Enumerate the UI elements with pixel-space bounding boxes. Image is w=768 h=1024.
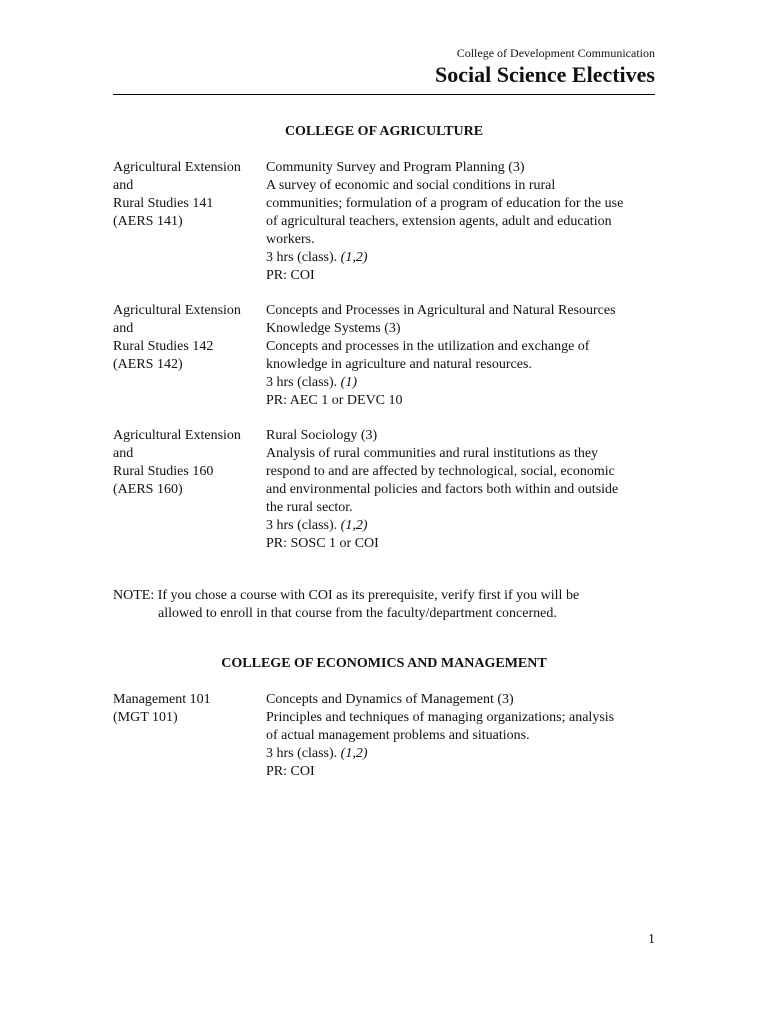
desc-line: the rural sector. (266, 500, 353, 515)
course-prereq: PR: AEC 1 or DEVC 10 (266, 393, 403, 408)
hours-text: 3 hrs (class). (266, 375, 338, 390)
course-code (113, 427, 266, 553)
desc-line: and environmental policies and factors both within and outside (266, 482, 619, 497)
code-line: (MGT 101) (113, 710, 178, 725)
desc-line: Analysis of rural communities and rural institutions as they (266, 446, 599, 461)
course-detail (266, 159, 655, 285)
desc-line: of agricultural teachers, extension agents, adult and education (266, 214, 612, 229)
desc-line: A survey of economic and social conditions in rural (266, 178, 556, 193)
course-title: Community Survey and Program Planning (3) (266, 160, 525, 175)
desc-line: of actual management problems and situations. (266, 728, 530, 743)
course-prereq: PR: SOSC 1 or COI (266, 536, 379, 551)
course-detail (266, 427, 655, 553)
code-line: Rural Studies 141 (113, 196, 214, 211)
course-title: Rural Sociology (3) (266, 428, 378, 443)
semester-offered: (1,2) (340, 746, 368, 761)
desc-line: knowledge in agriculture and natural resources. (266, 357, 532, 372)
course-hours (266, 249, 655, 267)
page-number: 1 (648, 932, 655, 947)
course-prereq: PR: COI (266, 764, 315, 779)
course-description (266, 445, 655, 517)
course-description (266, 177, 655, 249)
hours-text: 3 hrs (class). (266, 250, 338, 265)
title-line: Concepts and Processes in Agricultural and Natural Resources (266, 303, 616, 318)
code-line: Rural Studies 142 (113, 339, 214, 354)
header-college: College of Development Communication (456, 46, 655, 60)
header-rule (113, 94, 655, 95)
course-code (113, 691, 266, 781)
code-line: Agricultural Extension (113, 160, 241, 175)
semester-offered: (1,2) (340, 250, 368, 265)
course-hours (266, 745, 655, 763)
desc-line: communities; formulation of a program of education for the use (266, 196, 624, 211)
course-detail (266, 691, 655, 781)
course-detail (266, 302, 655, 410)
desc-line: Concepts and processes in the utilization and exchange of (266, 339, 590, 354)
course-description (266, 709, 655, 745)
course-mgt-101 (113, 691, 655, 781)
note-line: allowed to enroll in that course from the faculty/department concerned. (158, 606, 557, 621)
desc-line: Principles and techniques of managing organizations; analysis (266, 710, 615, 725)
code-line: and (113, 446, 134, 461)
hours-text: 3 hrs (class). (266, 518, 338, 533)
code-line: (AERS 141) (113, 214, 183, 229)
code-line: and (113, 321, 134, 336)
code-line: and (113, 178, 134, 193)
desc-line: workers. (266, 232, 315, 247)
title-line: Knowledge Systems (3) (266, 321, 401, 336)
note-block (113, 587, 655, 623)
course-aers-142 (113, 302, 655, 410)
code-line: (AERS 160) (113, 482, 183, 497)
course-hours (266, 517, 655, 535)
course-prereq: PR: COI (266, 268, 315, 283)
code-line: Agricultural Extension (113, 428, 241, 443)
code-line: Rural Studies 160 (113, 464, 214, 479)
semester-offered: (1) (340, 375, 357, 390)
hours-text: 3 hrs (class). (266, 746, 338, 761)
desc-line: respond to and are affected by technological, social, economic (266, 464, 615, 479)
code-line: Management 101 (113, 692, 211, 707)
course-aers-141 (113, 159, 655, 285)
page-title: Social Science Electives (435, 62, 655, 87)
document-body (113, 123, 655, 781)
course-title: Concepts and Dynamics of Management (3) (266, 692, 514, 707)
code-line: Agricultural Extension (113, 303, 241, 318)
course-description (266, 338, 655, 374)
course-hours (266, 374, 655, 392)
note-line: NOTE: If you chose a course with COI as its prerequisite, verify first if you will be (113, 588, 580, 603)
code-line: (AERS 142) (113, 357, 183, 372)
section-heading-economics: COLLEGE OF ECONOMICS AND MANAGEMENT (221, 656, 547, 671)
course-code (113, 302, 266, 410)
course-title (266, 302, 655, 338)
course-aers-160 (113, 427, 655, 553)
course-code (113, 159, 266, 285)
section-heading-agriculture: COLLEGE OF AGRICULTURE (284, 124, 484, 139)
semester-offered: (1,2) (340, 518, 368, 533)
